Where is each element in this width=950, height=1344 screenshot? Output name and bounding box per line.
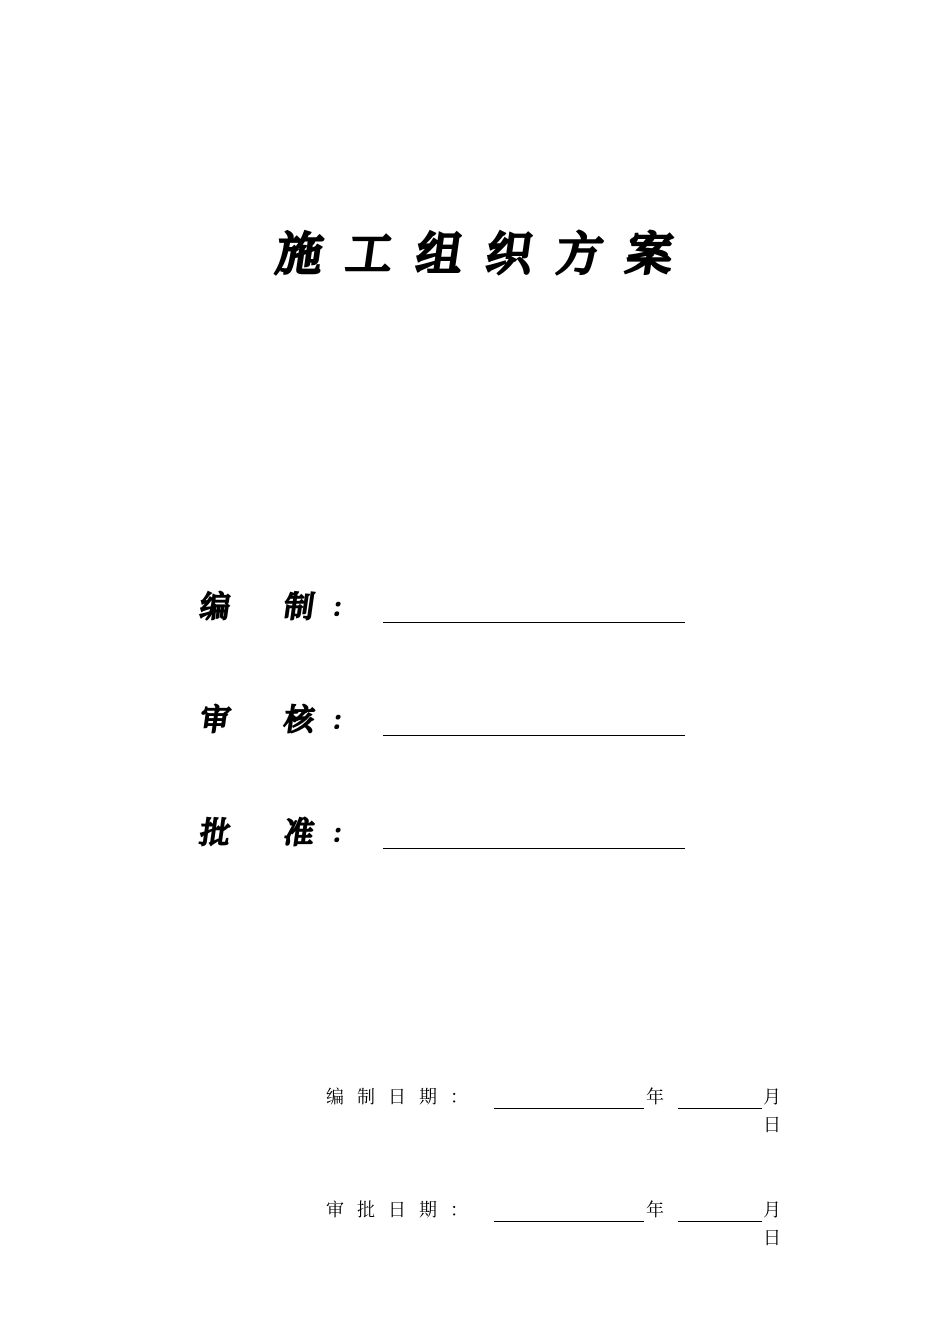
signature-label-char: 准	[281, 816, 317, 851]
signature-row-review	[197, 701, 700, 741]
year-blank-line	[494, 1221, 644, 1222]
day-label: 日	[763, 1228, 781, 1249]
year-blank-line	[494, 1108, 644, 1109]
year-label: 年	[646, 1087, 664, 1108]
month-blank-line	[678, 1108, 762, 1109]
month-label: 月	[763, 1200, 781, 1221]
signature-colon: ：	[330, 819, 359, 848]
signature-label-char: 审	[197, 703, 233, 738]
signature-row-approve	[197, 814, 700, 854]
signature-blank-line	[383, 848, 685, 849]
signature-blank-line	[383, 622, 685, 623]
month-label: 月	[763, 1087, 781, 1108]
signature-label-char: 核	[281, 703, 317, 738]
date-label: 审批日期：	[326, 1200, 481, 1221]
signature-colon: ：	[330, 593, 359, 622]
year-label: 年	[646, 1200, 664, 1221]
document-title: 施工组织方案	[272, 227, 701, 281]
date-row-approve	[326, 1199, 796, 1259]
month-blank-line	[678, 1221, 762, 1222]
signature-label-char: 制	[281, 590, 317, 625]
signature-label-char: 批	[197, 816, 233, 851]
signature-label-char: 编	[197, 590, 233, 625]
signature-row-compile	[197, 588, 700, 628]
signature-colon: ：	[330, 706, 359, 735]
signature-blank-line	[383, 735, 685, 736]
day-label: 日	[763, 1115, 781, 1136]
date-label: 编制日期：	[326, 1087, 481, 1108]
date-row-compile	[326, 1086, 796, 1146]
